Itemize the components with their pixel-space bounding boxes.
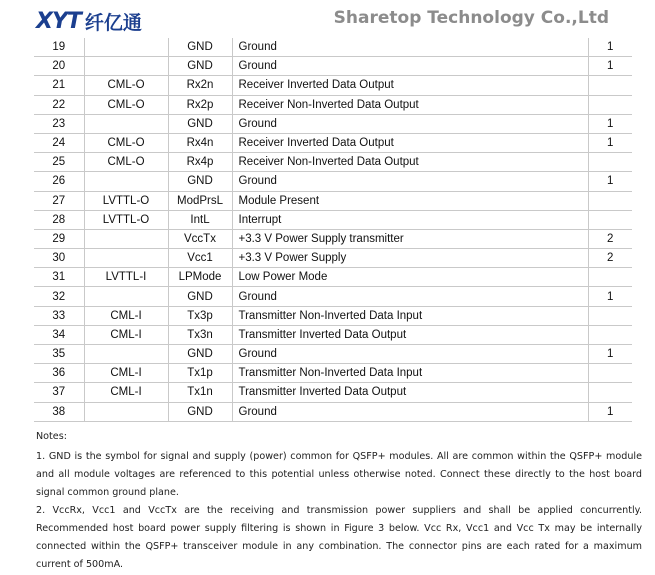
plug-sequence-cell: 1 — [588, 38, 632, 57]
symbol-cell: Tx3p — [168, 306, 232, 325]
pin-assignment-table — [34, 38, 632, 422]
plug-sequence-cell: 1 — [588, 133, 632, 152]
plug-sequence-cell — [588, 76, 632, 95]
symbol-cell: Tx1p — [168, 364, 232, 383]
plug-sequence-cell — [588, 153, 632, 172]
symbol-cell: Rx4p — [168, 153, 232, 172]
symbol-cell: GND — [168, 345, 232, 364]
pin-number-cell: 32 — [34, 287, 84, 306]
symbol-cell: GND — [168, 402, 232, 421]
plug-sequence-cell: 2 — [588, 229, 632, 248]
page-header — [0, 0, 655, 36]
table-row — [34, 95, 632, 114]
table-row — [34, 345, 632, 364]
table-row — [34, 268, 632, 287]
plug-sequence-cell — [588, 325, 632, 344]
description-cell: Transmitter Non-Inverted Data Input — [232, 306, 588, 325]
notes-title: Notes: — [36, 431, 67, 442]
description-cell: Receiver Non-Inverted Data Output — [232, 95, 588, 114]
description-cell: Receiver Non-Inverted Data Output — [232, 153, 588, 172]
notes-section — [36, 428, 642, 574]
description-cell: Transmitter Inverted Data Output — [232, 383, 588, 402]
pin-number-cell: 19 — [34, 38, 84, 57]
plug-sequence-cell — [588, 210, 632, 229]
description-cell: +3.3 V Power Supply — [232, 249, 588, 268]
symbol-cell: Vcc1 — [168, 249, 232, 268]
table-row — [34, 249, 632, 268]
logic-type-cell: CML-O — [84, 153, 168, 172]
pin-number-cell: 35 — [34, 345, 84, 364]
plug-sequence-cell — [588, 306, 632, 325]
logic-type-cell — [84, 249, 168, 268]
pin-number-cell: 22 — [34, 95, 84, 114]
plug-sequence-cell — [588, 191, 632, 210]
company-name: Sharetop Technology Co.,Ltd — [333, 8, 609, 28]
pin-number-cell: 28 — [34, 210, 84, 229]
symbol-cell: GND — [168, 287, 232, 306]
logic-type-cell: LVTTL-I — [84, 268, 168, 287]
table-row — [34, 153, 632, 172]
symbol-cell: Tx1n — [168, 383, 232, 402]
symbol-cell: GND — [168, 38, 232, 57]
plug-sequence-cell: 1 — [588, 345, 632, 364]
plug-sequence-cell: 1 — [588, 114, 632, 133]
table-row — [34, 172, 632, 191]
table-row — [34, 57, 632, 76]
pin-number-cell: 26 — [34, 172, 84, 191]
description-cell: Ground — [232, 287, 588, 306]
table-row — [34, 325, 632, 344]
symbol-cell: GND — [168, 172, 232, 191]
description-cell: Transmitter Non-Inverted Data Input — [232, 364, 588, 383]
logic-type-cell: CML-I — [84, 325, 168, 344]
table-row — [34, 383, 632, 402]
logic-type-cell: CML-O — [84, 133, 168, 152]
logic-type-cell — [84, 345, 168, 364]
symbol-cell: ModPrsL — [168, 191, 232, 210]
plug-sequence-cell: 1 — [588, 172, 632, 191]
pin-number-cell: 21 — [34, 76, 84, 95]
logic-type-cell — [84, 114, 168, 133]
description-cell: Receiver Inverted Data Output — [232, 133, 588, 152]
pin-number-cell: 25 — [34, 153, 84, 172]
pin-number-cell: 36 — [34, 364, 84, 383]
table-row — [34, 402, 632, 421]
pin-number-cell: 33 — [34, 306, 84, 325]
table-row — [34, 306, 632, 325]
table-row — [34, 229, 632, 248]
logic-type-cell — [84, 287, 168, 306]
company-logo — [36, 8, 142, 35]
table-row — [34, 191, 632, 210]
logic-type-cell — [84, 172, 168, 191]
symbol-cell: GND — [168, 57, 232, 76]
plug-sequence-cell — [588, 383, 632, 402]
symbol-cell: Tx3n — [168, 325, 232, 344]
plug-sequence-cell: 1 — [588, 402, 632, 421]
logic-type-cell: CML-I — [84, 364, 168, 383]
table-row — [34, 76, 632, 95]
plug-sequence-cell — [588, 95, 632, 114]
description-cell: Low Power Mode — [232, 268, 588, 287]
plug-sequence-cell: 1 — [588, 287, 632, 306]
plug-sequence-cell — [588, 364, 632, 383]
description-cell: Module Present — [232, 191, 588, 210]
plug-sequence-cell: 2 — [588, 249, 632, 268]
description-cell: Ground — [232, 402, 588, 421]
pin-number-cell: 20 — [34, 57, 84, 76]
logic-type-cell: LVTTL-O — [84, 210, 168, 229]
pin-number-cell: 34 — [34, 325, 84, 344]
description-cell: Ground — [232, 57, 588, 76]
logic-type-cell: LVTTL-O — [84, 191, 168, 210]
logo-chinese-text: 纤亿通 — [84, 12, 142, 34]
logic-type-cell — [84, 229, 168, 248]
note-2: 2. VccRx, Vcc1 and VccTx are the receiving and transmission power suppliers and shall be applied concurrently. Recommended host board power supply filtering is shown in Figure 3 below. Vcc Rx, Vcc1 and Vcc Tx may be internally connected within the QSFP+ transceiver module in any combination. The connector pins are each rated for a maximum current of 500mA. — [36, 505, 642, 570]
table-row — [34, 210, 632, 229]
table-row — [34, 38, 632, 57]
plug-sequence-cell: 1 — [588, 57, 632, 76]
logo-latin-text: XYT — [36, 9, 81, 34]
pin-number-cell: 23 — [34, 114, 84, 133]
pin-number-cell: 38 — [34, 402, 84, 421]
symbol-cell: Rx2p — [168, 95, 232, 114]
pin-number-cell: 37 — [34, 383, 84, 402]
note-1: 1. GND is the symbol for signal and supply (power) common for QSFP+ modules. All are common within the QSFP+ module and all module voltages are referenced to this potential unless otherwise noted. Connect these directly to the host board signal common ground plane. — [36, 451, 642, 498]
logic-type-cell — [84, 38, 168, 57]
plug-sequence-cell — [588, 268, 632, 287]
description-cell: Interrupt — [232, 210, 588, 229]
pin-number-cell: 27 — [34, 191, 84, 210]
pin-number-cell: 31 — [34, 268, 84, 287]
symbol-cell: LPMode — [168, 268, 232, 287]
logic-type-cell — [84, 402, 168, 421]
description-cell: Ground — [232, 38, 588, 57]
table-row — [34, 133, 632, 152]
description-cell: Receiver Inverted Data Output — [232, 76, 588, 95]
description-cell: Ground — [232, 114, 588, 133]
table-row — [34, 364, 632, 383]
table-row — [34, 114, 632, 133]
description-cell: Transmitter Inverted Data Output — [232, 325, 588, 344]
pin-number-cell: 30 — [34, 249, 84, 268]
symbol-cell: VccTx — [168, 229, 232, 248]
logic-type-cell: CML-I — [84, 383, 168, 402]
logic-type-cell: CML-O — [84, 76, 168, 95]
logic-type-cell: CML-O — [84, 95, 168, 114]
pin-table-body — [34, 38, 632, 421]
pin-number-cell: 24 — [34, 133, 84, 152]
symbol-cell: GND — [168, 114, 232, 133]
logic-type-cell: CML-I — [84, 306, 168, 325]
description-cell: Ground — [232, 345, 588, 364]
symbol-cell: Rx2n — [168, 76, 232, 95]
table-row — [34, 287, 632, 306]
description-cell: Ground — [232, 172, 588, 191]
symbol-cell: Rx4n — [168, 133, 232, 152]
description-cell: +3.3 V Power Supply transmitter — [232, 229, 588, 248]
pin-number-cell: 29 — [34, 229, 84, 248]
logic-type-cell — [84, 57, 168, 76]
symbol-cell: IntL — [168, 210, 232, 229]
